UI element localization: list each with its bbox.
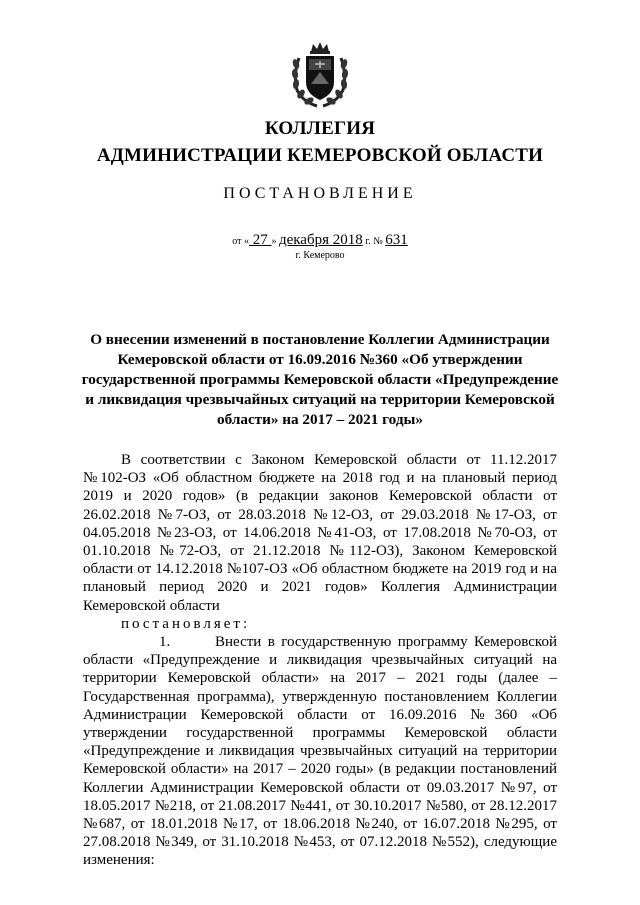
city-name: г. Кемерово — [295, 250, 345, 261]
organization-name-line1: КОЛЛЕГИЯ — [264, 118, 376, 139]
document-title: О внесении изменений в постановление Коллегии Администрации Кемеровской области от 16.09.2016 №360 «Об утверждении государственной программы Кемеровской области «Предупреждение и ликвидация чрезвычайных ситуаций на территории Кемеровской области» на 2017 – 2021 годы» — [81, 331, 559, 428]
date-year-suffix: г. — [362, 236, 374, 247]
date-month-year: декабря 2018 — [278, 232, 363, 248]
number-prefix: № — [373, 236, 386, 247]
document-body — [83, 451, 557, 870]
date-day: 27 — [248, 232, 272, 248]
document-number: 631 — [385, 232, 408, 248]
organization-name-line2: АДМИНИСТРАЦИИ КЕМЕРОВСКОЙ ОБЛАСТИ — [96, 145, 544, 166]
decree-word-line — [83, 615, 557, 633]
item-1-text: Внести в государственную программу Кемеровской области «Предупреждение и ликвидация чрезвычайных ситуаций на территории Кемеровской области» на 2017 – 2021 годы (далее – Государственная программа), утвержденную постановлением Коллегии Администрации Кемеровской области от 16.09.2016 №360 «Об утверждении государственной программы Кемеровской области «Предупреждение и ликвидация чрезвычайных ситуаций на территории Кемеровской области» на 2017 – 2020 годы» (в редакции постановлений Коллегии Администрации Кемеровской области от 09.03.2017 №97, от 18.05.2017 №218, от 21.08.2017 №441, от 30.10.2017 №580, от 28.12.2017 №687, от 18.01.2018 №17, от 18.06.2018 №240, от 16.07.2018 №295, от 27.08.2018 №349, от 31.10.2018 №453, от 07.12.2018 №552), следующие изменения: — [83, 634, 557, 869]
item-1-paragraph — [83, 633, 557, 870]
document-type: ПОСТАНОВЛЕНИЕ — [223, 185, 417, 202]
preamble-text: В соответствии с Законом Кемеровской области от 11.12.2017 №102-ОЗ «Об областном бюджете на 2018 год и на плановый период 2019 и 2020 годов» (в редакции законов Кемеровской области от 26.02.2018 №7-ОЗ, от 28.03.2018 №12-ОЗ, от 29.03.2018 №17-ОЗ, от 04.05.2018 №23-ОЗ, от 14.06.2018 №41-ОЗ, от 17.08.2018 №70-ОЗ, от 01.10.2018 №72-ОЗ, от 21.12.2018 №112-ОЗ), Законом Кемеровской области от 14.12.2018 №107-ОЗ «Об областном бюджете на 2019 год и на плановый период 2020 и 2021 годов» Коллегия Администрации Кемеровской области — [83, 452, 557, 614]
date-line — [0, 232, 640, 249]
date-mid: » — [271, 236, 279, 247]
date-prefix: от « — [232, 236, 249, 247]
preamble-paragraph — [83, 451, 557, 615]
decree-word: постановляет: — [121, 615, 251, 632]
coat-of-arms-emblem — [291, 40, 349, 108]
item-1-number: 1. — [159, 634, 171, 651]
